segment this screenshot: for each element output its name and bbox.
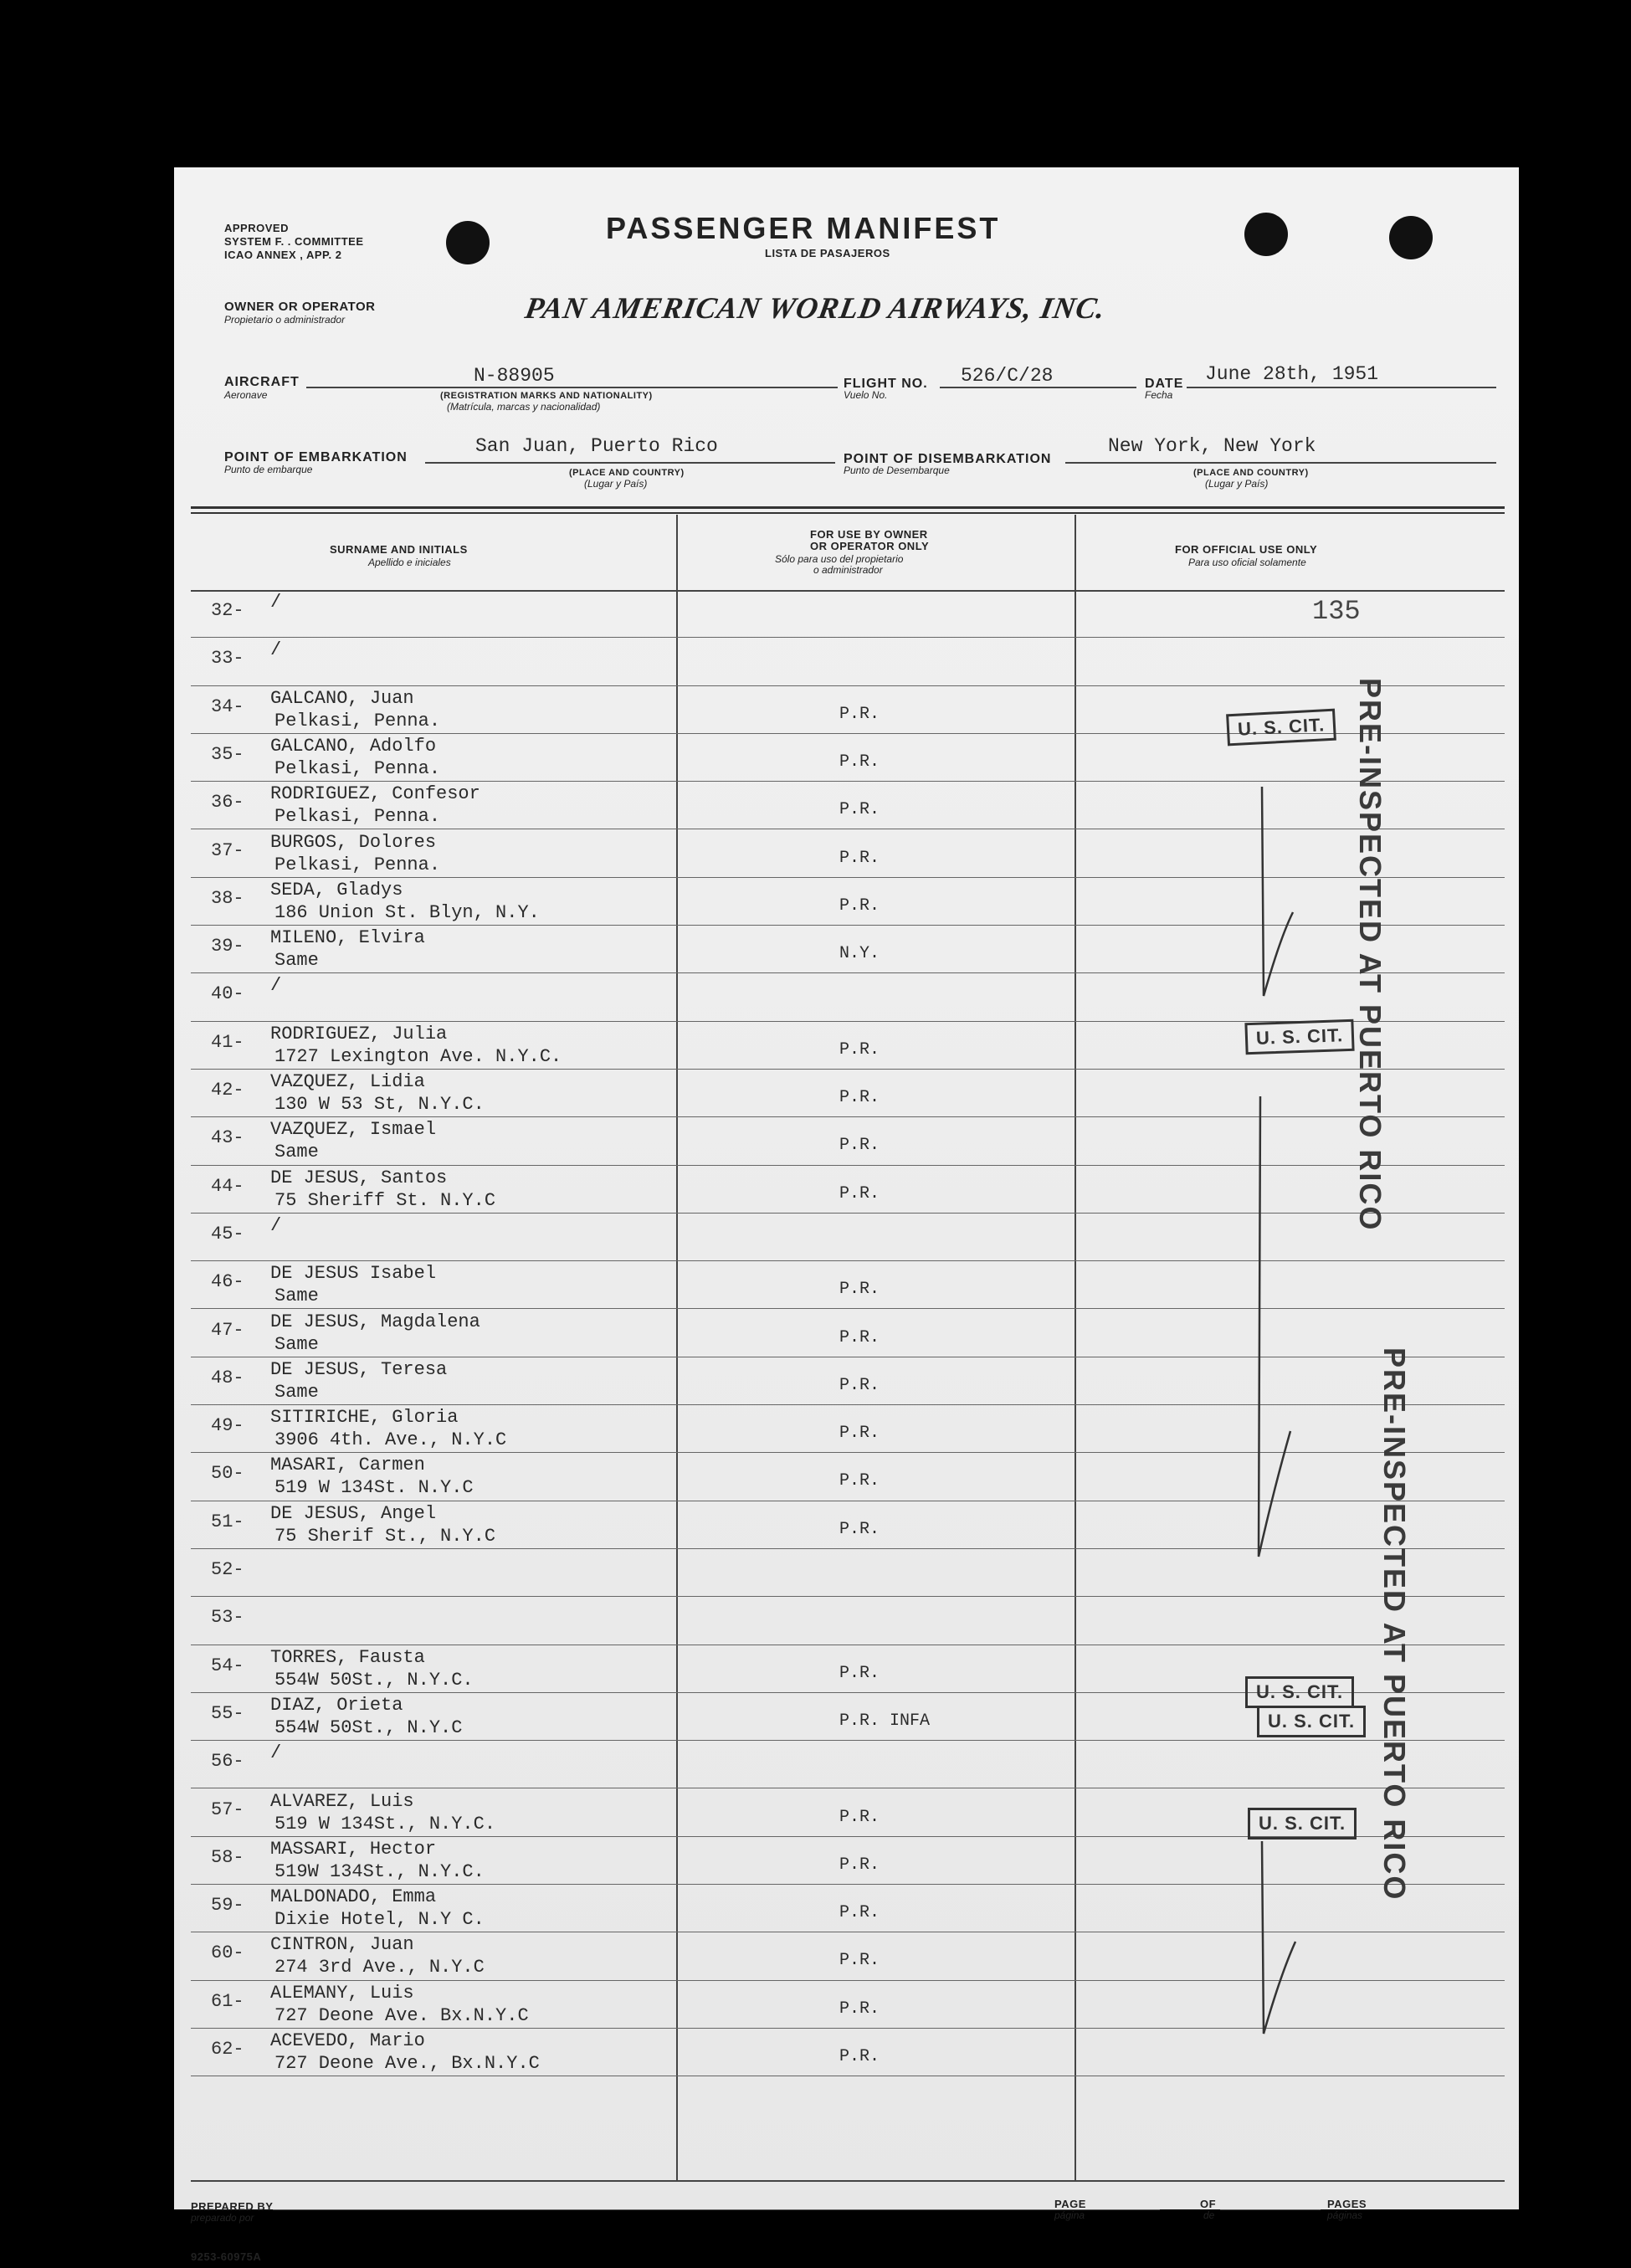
passenger-name: MASARI, Carmen: [270, 1455, 425, 1476]
table-row: [174, 1357, 1519, 1405]
owner-use-value: P.R.: [839, 895, 880, 916]
row-number: 56-: [211, 1751, 244, 1773]
flight-label: FLIGHT NO.: [844, 377, 928, 391]
page-title-es: LISTA DE PASAJEROS: [765, 247, 890, 259]
passenger-name: MALDONADO, Emma: [270, 1886, 437, 1908]
passenger-name: GALCANO, Adolfo: [270, 735, 437, 757]
preinspected-stamp: PRE-INSPECTED AT PUERTO RICO: [1377, 1347, 1412, 1901]
us-cit-stamp: U. S. CIT.: [1244, 1019, 1354, 1055]
passenger-address: Pelkasi, Penna.: [274, 854, 441, 875]
row-number: 45-: [211, 1223, 244, 1244]
us-cit-stamp: U. S. CIT.: [1226, 709, 1336, 747]
owner-use-value: P.R.: [839, 1903, 880, 1923]
page-label: PAGE: [1054, 2198, 1086, 2210]
row-number: 43-: [211, 1127, 244, 1149]
registration-note-es: (Matrícula, marcas y nacionalidad): [447, 401, 601, 413]
passenger-address: Pelkasi, Penna.: [274, 757, 441, 779]
row-number: 44-: [211, 1175, 244, 1197]
table-row: [174, 1501, 1519, 1549]
passenger-name: ALEMANY, Luis: [270, 1982, 414, 2004]
passenger-address: 519 W 134St., N.Y.C.: [274, 1813, 496, 1834]
table-row: [174, 590, 1519, 638]
col-header-owner-es-1: Sólo para uso del propietario: [775, 553, 904, 565]
date-label: DATE: [1145, 377, 1184, 391]
passenger-name: /: [270, 1742, 282, 1764]
passenger-address: 274 3rd Ave., N.Y.C: [274, 1957, 485, 1978]
table-row: [174, 926, 1519, 973]
owner-use-value: P.R.: [839, 704, 880, 724]
aircraft-label: AIRCRAFT: [224, 375, 300, 389]
date-label-es: Fecha: [1145, 389, 1173, 401]
table-row: [174, 1597, 1519, 1645]
row-number: 38-: [211, 887, 244, 909]
row-number: 37-: [211, 839, 244, 861]
row-number: 54-: [211, 1655, 244, 1676]
owner-use-value: P.R.: [839, 1807, 880, 1827]
passenger-address: 75 Sheriff St. N.Y.C: [274, 1189, 496, 1211]
row-number: 51-: [211, 1511, 244, 1532]
owner-label: OWNER OR OPERATOR: [224, 300, 376, 314]
row-number: 39-: [211, 936, 244, 957]
pages-label: PAGES: [1327, 2198, 1367, 2210]
disembark-label-es: Punto de Desembarque: [844, 464, 950, 476]
passenger-name: ACEVEDO, Mario: [270, 2030, 425, 2051]
form-number: 9253-60975A: [191, 2250, 262, 2263]
approved-line-1: APPROVED: [224, 222, 289, 234]
row-number: 61-: [211, 1990, 244, 2012]
passenger-name: /: [270, 975, 282, 997]
passenger-name: GALCANO, Juan: [270, 687, 414, 709]
date-value: June 28th, 1951: [1205, 363, 1379, 385]
official-number: 135: [1312, 596, 1361, 627]
table-row: [174, 1070, 1519, 1117]
row-number: 55-: [211, 1702, 244, 1724]
row-number: 33-: [211, 648, 244, 670]
table-row: [174, 1214, 1519, 1261]
us-cit-stamp: U. S. CIT.: [1248, 1808, 1357, 1840]
passenger-address: Pelkasi, Penna.: [274, 710, 441, 731]
disembark-place-note-es: (Lugar y País): [1205, 478, 1269, 490]
disembark-label: POINT OF DISEMBARKATION: [844, 452, 1052, 466]
passenger-address: 1727 Lexington Ave. N.Y.C.: [274, 1045, 562, 1067]
owner-use-value: P.R.: [839, 1999, 880, 2019]
row-number: 35-: [211, 743, 244, 765]
owner-use-value: P.R.: [839, 752, 880, 772]
table-row: [174, 1885, 1519, 1932]
col-header-name: SURNAME AND INITIALS: [330, 543, 468, 556]
col-header-owner-2: OR OPERATOR ONLY: [810, 540, 930, 552]
row-number: 53-: [211, 1607, 244, 1629]
owner-name: PAN AMERICAN WORLD AIRWAYS, INC.: [522, 291, 1109, 325]
col-header-official-es: Para uso oficial solamente: [1188, 557, 1306, 568]
table-row: [174, 782, 1519, 829]
passenger-name: DE JESUS, Teresa: [270, 1358, 448, 1380]
col-header-owner-es-2: o administrador: [813, 564, 883, 576]
passenger-name: DE JESUS, Angel: [270, 1502, 437, 1524]
passenger-name: RODRIGUEZ, Julia: [270, 1023, 448, 1044]
manifest-sheet: [174, 167, 1519, 2263]
disembark-place-note: (PLACE AND COUNTRY): [1193, 468, 1309, 478]
check-mark-icon: [1225, 1096, 1292, 1565]
row-number: 48-: [211, 1367, 244, 1388]
owner-use-value: P.R.: [839, 1375, 880, 1395]
owner-use-value: P.R.: [839, 800, 880, 820]
flight-label-es: Vuelo No.: [844, 389, 888, 401]
embark-label: POINT OF EMBARKATION: [224, 450, 408, 464]
approved-line-3: ICAO ANNEX , APP. 2: [224, 249, 342, 261]
owner-use-value: P.R.: [839, 1136, 880, 1156]
owner-use-value: P.R.: [839, 1280, 880, 1300]
owner-use-value: P.R.: [839, 2047, 880, 2066]
passenger-address: 130 W 53 St, N.Y.C.: [274, 1094, 485, 1115]
passenger-name: DIAZ, Orieta: [270, 1694, 403, 1716]
row-number: 60-: [211, 1942, 244, 1964]
col-header-owner-1: FOR USE BY OWNER: [810, 528, 928, 541]
passenger-address: Pelkasi, Penna.: [274, 806, 441, 828]
passenger-name: MASSARI, Hector: [270, 1838, 437, 1860]
row-number: 57-: [211, 1798, 244, 1820]
pages-label-es: páginas: [1327, 2209, 1363, 2221]
passenger-address: 554W 50St., N.Y.C.: [274, 1669, 474, 1691]
passenger-name: SEDA, Gladys: [270, 879, 403, 901]
passenger-address: Same: [274, 950, 319, 972]
embark-value: San Juan, Puerto Rico: [475, 435, 718, 457]
owner-use-value: P.R.: [839, 848, 880, 868]
us-cit-stamp: U. S. CIT.: [1245, 1676, 1354, 1708]
passenger-name: ALVAREZ, Luis: [270, 1790, 414, 1812]
table-row: [174, 973, 1519, 1021]
flight-value: 526/C/28: [961, 365, 1054, 387]
embark-place-note: (PLACE AND COUNTRY): [569, 468, 685, 478]
row-number: 46-: [211, 1271, 244, 1293]
passenger-name: DE JESUS, Magdalena: [270, 1311, 480, 1332]
row-number: 34-: [211, 695, 244, 717]
passenger-address: Same: [274, 1381, 319, 1403]
embark-label-es: Punto de embarque: [224, 464, 313, 475]
approved-line-2: SYSTEM F. . COMMITTEE: [224, 235, 364, 248]
passenger-address: 519W 134St., N.Y.C.: [274, 1860, 485, 1882]
page-label-es: página: [1054, 2209, 1085, 2221]
row-number: 52-: [211, 1559, 244, 1580]
passenger-name: /: [270, 1214, 282, 1236]
table-row: [174, 1837, 1519, 1885]
passenger-name: /: [270, 639, 282, 661]
table-row: [174, 1453, 1519, 1501]
aircraft-value: N-88905: [474, 365, 555, 387]
owner-use-value: P.R.: [839, 1663, 880, 1683]
punch-hole: [446, 221, 490, 264]
preinspected-stamp: PRE-INSPECTED AT PUERTO RICO: [1353, 678, 1387, 1232]
row-number: 32-: [211, 600, 244, 621]
owner-use-value: P.R.: [839, 1471, 880, 1491]
passenger-address: 3906 4th. Ave., N.Y.C: [274, 1429, 507, 1451]
passenger-name: VAZQUEZ, Ismael: [270, 1119, 437, 1141]
table-row: [174, 878, 1519, 926]
passenger-address: 554W 50St., N.Y.C: [274, 1716, 463, 1738]
passenger-name: DE JESUS Isabel: [270, 1263, 437, 1285]
table-row: [174, 1932, 1519, 1980]
passenger-name: SITIRICHE, Gloria: [270, 1407, 459, 1429]
passenger-address: 186 Union St. Blyn, N.Y.: [274, 901, 540, 923]
passenger-address: Dixie Hotel, N.Y C.: [274, 1909, 485, 1931]
passenger-name: BURGOS, Dolores: [270, 831, 437, 853]
row-number: 41-: [211, 1031, 244, 1053]
owner-use-value: P.R.: [839, 1951, 880, 1971]
owner-use-value: P.R.: [839, 1855, 880, 1875]
row-number: 40-: [211, 983, 244, 1005]
owner-label-es: Propietario o administrador: [224, 314, 346, 326]
of-label-es: de: [1203, 2209, 1215, 2221]
passenger-address: Same: [274, 1142, 319, 1163]
passenger-name: TORRES, Fausta: [270, 1646, 425, 1668]
table-row: [174, 1741, 1519, 1788]
page-title: PASSENGER MANIFEST: [606, 211, 1001, 245]
table-row: [174, 830, 1519, 878]
col-header-official: FOR OFFICIAL USE ONLY: [1175, 543, 1318, 556]
passenger-address: 75 Sherif St., N.Y.C: [274, 1525, 496, 1547]
table-row: [174, 1405, 1519, 1453]
row-number: 58-: [211, 1846, 244, 1868]
row-number: 42-: [211, 1080, 244, 1101]
passenger-name: DE JESUS, Santos: [270, 1167, 448, 1188]
aircraft-label-es: Aeronave: [224, 389, 268, 401]
passenger-address: 519 W 134St. N.Y.C: [274, 1477, 474, 1499]
passenger-address: Same: [274, 1285, 319, 1307]
punch-hole: [1389, 216, 1433, 259]
owner-use-value: P.R.: [839, 1039, 880, 1060]
owner-use-value: N.Y.: [839, 944, 880, 964]
table-row: [174, 1117, 1519, 1165]
us-cit-stamp: U. S. CIT.: [1257, 1706, 1366, 1737]
table-row: [174, 638, 1519, 685]
passenger-address: 727 Deone Ave., Bx.N.Y.C: [274, 2053, 540, 2074]
owner-use-value: P.R.: [839, 1327, 880, 1347]
table-row: [174, 1166, 1519, 1214]
passenger-name: MILENO, Elvira: [270, 927, 425, 949]
owner-use-value: P.R.: [839, 1088, 880, 1107]
passenger-address: 727 Deone Ave. Bx.N.Y.C: [274, 2004, 529, 2026]
disembark-value: New York, New York: [1108, 435, 1316, 457]
of-label: OF: [1200, 2198, 1217, 2210]
table-row: [174, 1981, 1519, 2029]
embark-place-note-es: (Lugar y País): [584, 478, 648, 490]
row-number: 36-: [211, 792, 244, 813]
col-header-name-es: Apellido e iniciales: [368, 557, 451, 568]
registration-note: (REGISTRATION MARKS AND NATIONALITY): [440, 391, 653, 401]
passenger-name: /: [270, 592, 282, 613]
row-number: 62-: [211, 2039, 244, 2060]
check-mark-icon: [1230, 787, 1297, 1004]
prepared-by-label-es: preparado por: [191, 2212, 254, 2224]
passenger-name: CINTRON, Juan: [270, 1934, 414, 1956]
passenger-name: RODRIGUEZ, Confesor: [270, 783, 480, 805]
table-row: [174, 1310, 1519, 1357]
row-number: 50-: [211, 1463, 244, 1485]
row-number: 59-: [211, 1895, 244, 1917]
table-row: [174, 2029, 1519, 2076]
owner-use-value: P.R.: [839, 1424, 880, 1444]
table-row: [174, 1261, 1519, 1309]
punch-hole: [1244, 213, 1288, 256]
owner-use-value: P.R.: [839, 1183, 880, 1203]
passenger-address: Same: [274, 1333, 319, 1355]
owner-use-value: P.R.: [839, 1519, 880, 1539]
owner-use-value: P.R. INFA: [839, 1711, 931, 1731]
row-number: 49-: [211, 1415, 244, 1437]
row-number: 47-: [211, 1319, 244, 1341]
table-row: [174, 1549, 1519, 1597]
prepared-by-label: PREPARED BY: [191, 2200, 274, 2213]
check-mark-icon: [1230, 1841, 1297, 2042]
passenger-name: VAZQUEZ, Lidia: [270, 1071, 425, 1092]
